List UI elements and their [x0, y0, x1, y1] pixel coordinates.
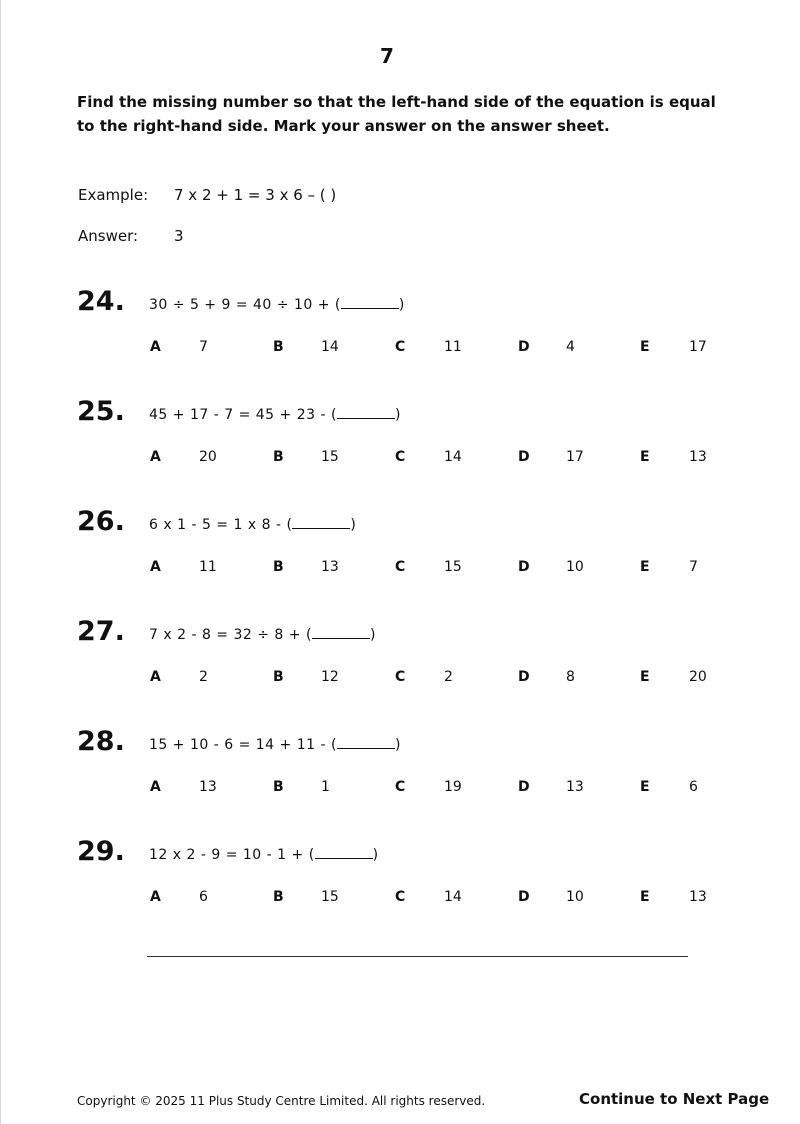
- option-letter-d: D: [518, 669, 530, 685]
- option-value-d: 13: [566, 779, 584, 795]
- option-value-c: 11: [444, 339, 462, 355]
- option-value-c: 2: [444, 669, 453, 685]
- option-letter-c: C: [395, 449, 406, 465]
- option-value-e: 20: [689, 669, 707, 685]
- answer-blank: [312, 626, 370, 639]
- equation-right: ): [350, 517, 357, 533]
- option-letter-a: A: [150, 779, 161, 795]
- option-letter-a: A: [150, 449, 161, 465]
- question-number: 27.: [77, 616, 125, 647]
- question-equation: [149, 296, 405, 313]
- option-letter-b: B: [273, 559, 284, 575]
- example-equation: 7 x 2 + 1 = 3 x 6 – ( ): [174, 186, 337, 204]
- question-number: 28.: [77, 726, 125, 757]
- option-letter-b: B: [273, 669, 284, 685]
- option-value-b: 15: [321, 889, 339, 905]
- option-letter-e: E: [640, 779, 650, 795]
- option-letter-a: A: [150, 669, 161, 685]
- option-value-c: 14: [444, 449, 462, 465]
- answer-value: 3: [174, 227, 184, 245]
- section-divider: [147, 956, 688, 957]
- question-equation: [149, 846, 379, 863]
- option-value-b: 14: [321, 339, 339, 355]
- option-value-e: 7: [689, 559, 698, 575]
- answer-blank: [337, 406, 395, 419]
- question-number: 24.: [77, 286, 125, 317]
- option-letter-b: B: [273, 449, 284, 465]
- option-letter-c: C: [395, 889, 406, 905]
- option-value-b: 12: [321, 669, 339, 685]
- question-27: [1, 616, 800, 706]
- option-value-a: 13: [199, 779, 217, 795]
- page-number: 7: [380, 44, 394, 68]
- footer-copyright: Copyright © 2025 11 Plus Study Centre Limited. All rights reserved.: [77, 1094, 486, 1108]
- example-label: Example:: [78, 186, 149, 204]
- option-value-c: 14: [444, 889, 462, 905]
- answer-blank: [341, 296, 399, 309]
- option-value-a: 6: [199, 889, 208, 905]
- question-equation: [149, 626, 376, 643]
- option-value-b: 1: [321, 779, 330, 795]
- option-value-a: 7: [199, 339, 208, 355]
- equation-left: 15 + 10 - 6 = 14 + 11 - (: [149, 737, 337, 753]
- option-letter-e: E: [640, 559, 650, 575]
- option-value-d: 8: [566, 669, 575, 685]
- option-letter-d: D: [518, 779, 530, 795]
- question-number: 25.: [77, 396, 125, 427]
- continue-next-page: Continue to Next Page: [579, 1090, 770, 1108]
- option-letter-d: D: [518, 889, 530, 905]
- option-value-e: 6: [689, 779, 698, 795]
- option-letter-c: C: [395, 779, 406, 795]
- option-letter-c: C: [395, 669, 406, 685]
- option-value-c: 15: [444, 559, 462, 575]
- option-letter-c: C: [395, 339, 406, 355]
- option-value-d: 17: [566, 449, 584, 465]
- option-letter-c: C: [395, 559, 406, 575]
- equation-left: 30 ÷ 5 + 9 = 40 ÷ 10 + (: [149, 297, 341, 313]
- option-value-d: 10: [566, 889, 584, 905]
- option-value-b: 15: [321, 449, 339, 465]
- question-number: 26.: [77, 506, 125, 537]
- answer-blank: [337, 736, 395, 749]
- option-letter-a: A: [150, 889, 161, 905]
- question-24: [1, 286, 800, 376]
- equation-right: ): [398, 297, 405, 313]
- option-letter-d: D: [518, 559, 530, 575]
- option-value-a: 11: [199, 559, 217, 575]
- option-letter-e: E: [640, 889, 650, 905]
- question-29: [1, 836, 800, 926]
- example-row: [78, 186, 336, 204]
- option-letter-b: B: [273, 339, 284, 355]
- option-letter-a: A: [150, 339, 161, 355]
- instructions: Find the missing number so that the left-hand side of the equation is equal to the right-hand side. Mark your answer on the answer sheet.: [77, 93, 716, 135]
- equation-left: 12 x 2 - 9 = 10 - 1 + (: [149, 847, 315, 863]
- equation-left: 7 x 2 - 8 = 32 ÷ 8 + (: [149, 627, 312, 643]
- option-letter-b: B: [273, 889, 284, 905]
- question-number: 29.: [77, 836, 125, 867]
- equation-right: ): [372, 847, 379, 863]
- equation-left: 45 + 17 - 7 = 45 + 23 - (: [149, 407, 337, 423]
- question-equation: [149, 406, 401, 423]
- question-28: [1, 726, 800, 816]
- option-value-e: 13: [689, 889, 707, 905]
- equation-right: ): [369, 627, 376, 643]
- option-value-e: 17: [689, 339, 707, 355]
- option-value-d: 10: [566, 559, 584, 575]
- option-letter-d: D: [518, 449, 530, 465]
- question-26: [1, 506, 800, 596]
- option-letter-b: B: [273, 779, 284, 795]
- answer-blank: [315, 846, 373, 859]
- option-value-b: 13: [321, 559, 339, 575]
- question-equation: [149, 516, 356, 533]
- option-value-a: 2: [199, 669, 208, 685]
- answer-blank: [292, 516, 350, 529]
- question-equation: [149, 736, 401, 753]
- option-letter-a: A: [150, 559, 161, 575]
- answer-row: [78, 227, 184, 245]
- option-letter-e: E: [640, 669, 650, 685]
- option-letter-e: E: [640, 449, 650, 465]
- equation-right: ): [394, 407, 401, 423]
- answer-label: Answer:: [78, 227, 139, 245]
- option-value-d: 4: [566, 339, 575, 355]
- question-25: [1, 396, 800, 486]
- option-letter-d: D: [518, 339, 530, 355]
- option-letter-e: E: [640, 339, 650, 355]
- equation-right: ): [394, 737, 401, 753]
- equation-left: 6 x 1 - 5 = 1 x 8 - (: [149, 517, 293, 533]
- option-value-c: 19: [444, 779, 462, 795]
- option-value-e: 13: [689, 449, 707, 465]
- option-value-a: 20: [199, 449, 217, 465]
